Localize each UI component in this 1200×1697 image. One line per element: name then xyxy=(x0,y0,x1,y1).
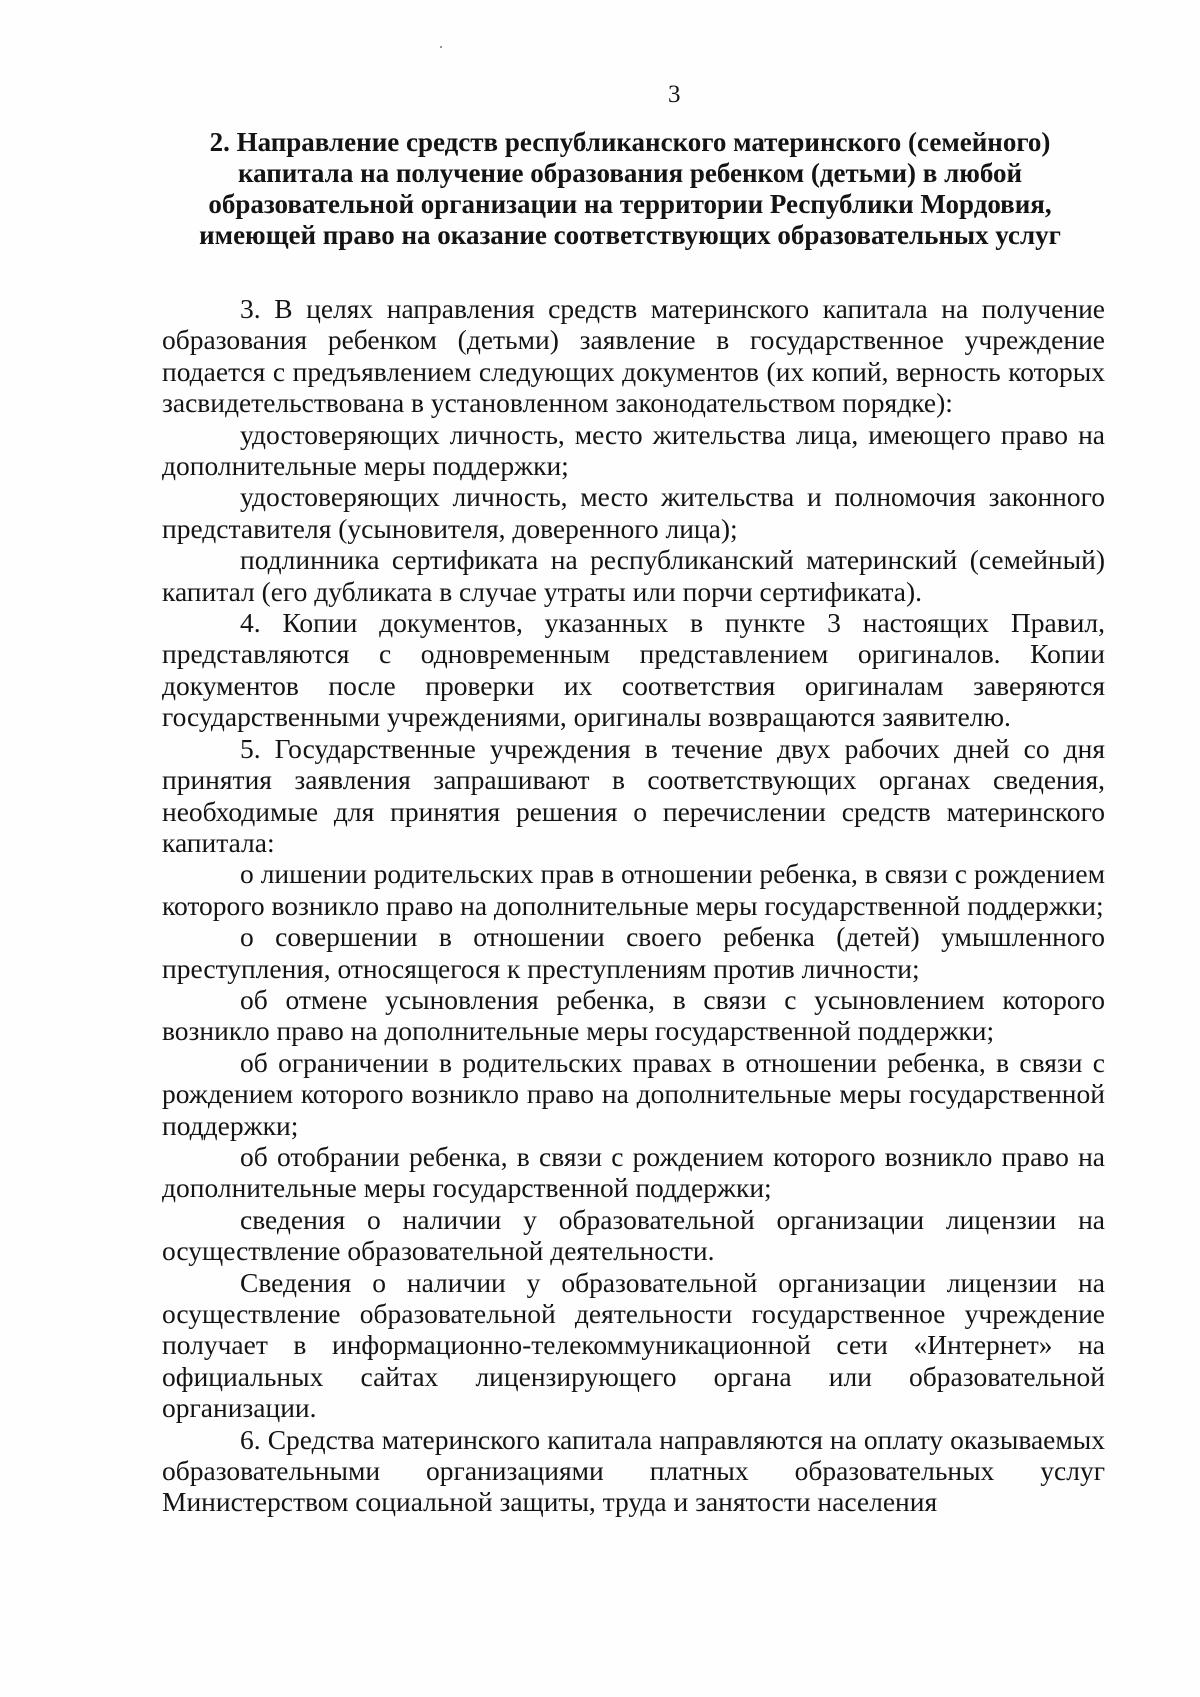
paragraph-4: 4. Копии документов, указанных в пункте 3 настоящих Правил, представляются с одновременным представлением оригиналов. Копии документов после проверки их соответствия оригиналам заверяются государственными учреждениями, оригиналы возвращаются заявителю. xyxy=(162,607,1105,733)
body-text xyxy=(162,293,1105,1518)
list-item: удостоверяющих личность, место жительства лица, имеющего право на дополнительные меры поддержки; xyxy=(162,418,1105,482)
page-number: 3 xyxy=(668,81,681,108)
list-item: об ограничении в родительских правах в отношении ребенка, в связи с рождением которого возникло право на дополнительные меры государственной поддержки; xyxy=(162,1046,1105,1141)
list-item: о лишении родительских прав в отношении ребенка, в связи с рождением которого возникло право на дополнительные меры государственной поддержки; xyxy=(162,858,1105,921)
list-item: удостоверяющих личность, место жительства и полномочия законного представителя (усыновителя, доверенного лица); xyxy=(162,481,1105,544)
list-item: об отмене усыновления ребенка, в связи с усыновлением которого возникло право на дополнительные меры государственной поддержки; xyxy=(162,983,1105,1047)
list-item: подлинника сертификата на республиканский материнский (семейный) капитал (его дубликата в случае утраты или порчи сертификата). xyxy=(162,544,1105,607)
list-item: о совершении в отношении своего ребенка (детей) умышленного преступления, относящегося к преступлениям против личности; xyxy=(162,921,1105,984)
paragraph-6: 6. Средства материнского капитала направляются на оплату оказываемых образовательными организациями платных образовательных услуг Министерством социальной защиты, труда и занятости населения xyxy=(162,1423,1105,1518)
paragraph-license-info: Сведения о наличии у образовательной организации лицензии на осуществление образовательной деятельности государственное учреждение получает в информационно-телекоммуникационной сети «Интернет» на официальных сайтах лицензирующего органа или образовательной организации. xyxy=(162,1266,1105,1424)
paragraph-3: 3. В целях направления средств материнского капитала на получение образования ребенком (детьми) заявление в государственное учреждение подается с предъявлением следующих документов (их копий, верность которых засвидетельствована в установленном законодательством порядке): xyxy=(162,293,1105,419)
section-heading: 2. Направление средств республиканского материнского (семейного) капитала на получение образования ребенком (детьми) в любой образовательной организации на территории Республики Мордовия, имеющей право на оказание соответствующих образовательных услуг xyxy=(199,127,1061,250)
scan-speck xyxy=(440,46,442,48)
paragraph-5: 5. Государственные учреждения в течение двух рабочих дней со дня принятия заявления запрашивают в соответствующих органах сведения, необходимые для принятия решения о перечислении средств материнского капитала: xyxy=(162,732,1105,858)
list-item: об отобрании ребенка, в связи с рождением которого возникло право на дополнительные меры государственной поддержки; xyxy=(162,1140,1105,1204)
list-item: сведения о наличии у образовательной организации лицензии на осуществление образовательной деятельности. xyxy=(162,1203,1105,1267)
